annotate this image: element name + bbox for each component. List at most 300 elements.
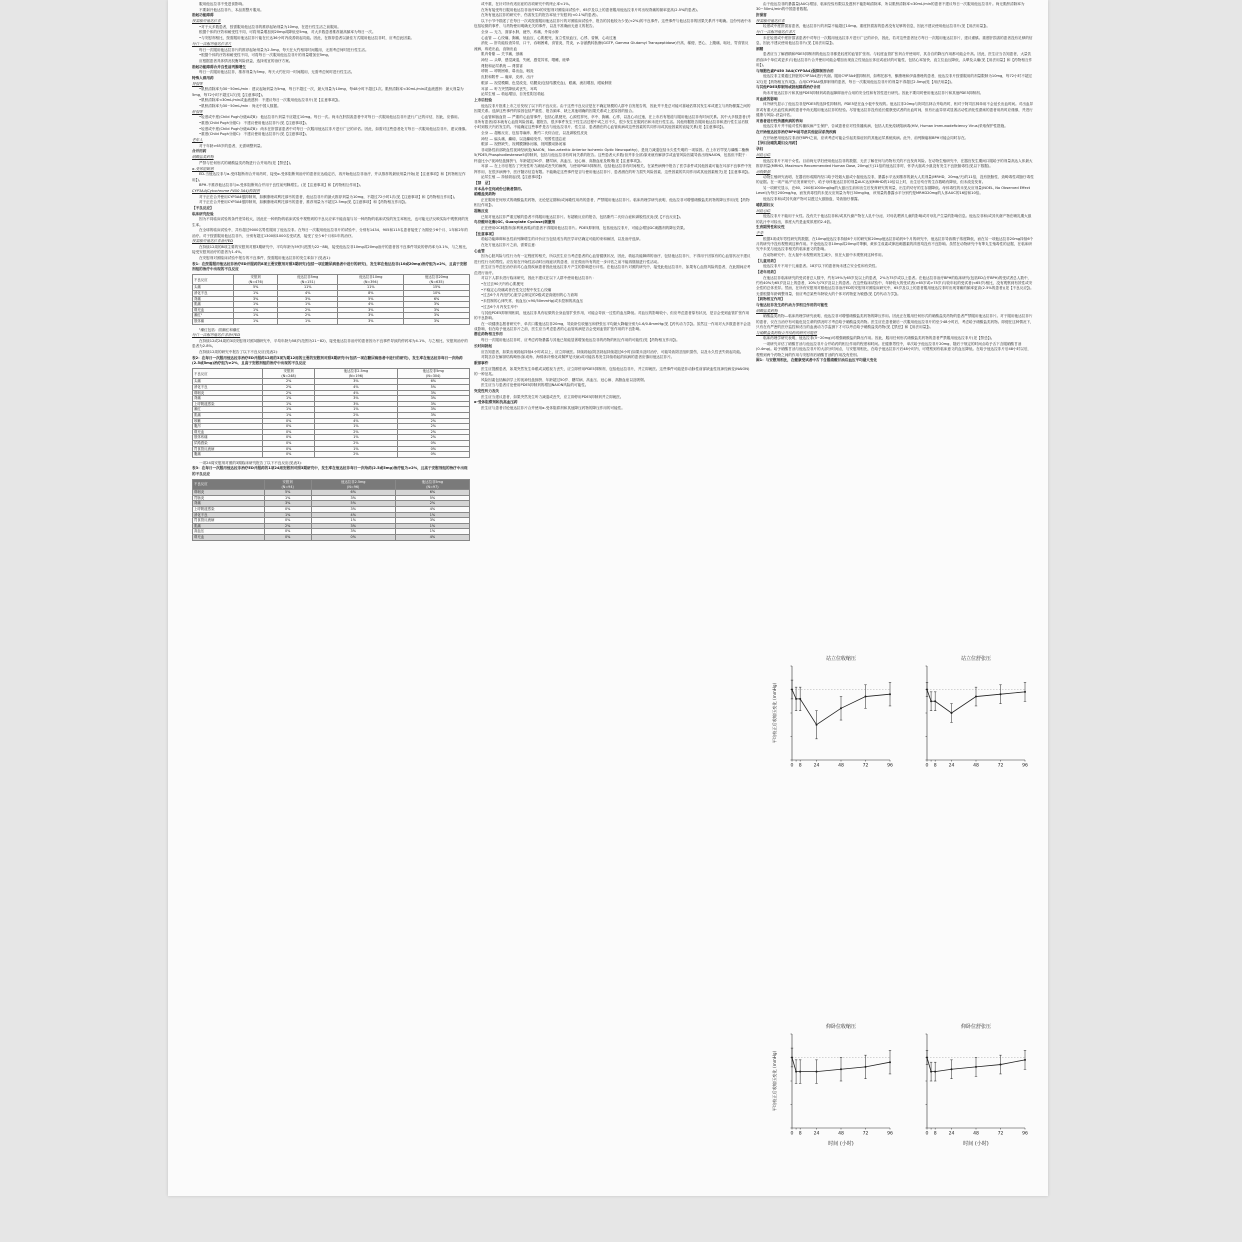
table-header-row — [193, 480, 470, 490]
table-cell: 3% — [311, 523, 395, 529]
table-cell: 背痛 — [193, 396, 263, 402]
data-point — [934, 700, 936, 702]
leaflet-page — [168, 0, 1048, 1196]
section-heading: 孕妇 — [756, 147, 764, 152]
table-cell: 2% — [278, 313, 338, 319]
chart-standing-diastolic — [903, 652, 1031, 780]
x-tick-label: 72 — [862, 1131, 869, 1137]
adverse-reactions-table-3 — [192, 479, 470, 541]
table-cell: 6% — [404, 296, 470, 302]
data-point — [840, 707, 842, 709]
paragraph: •轻度或中度(Child Pugh分级A或B)：尚未在肝损害患者中对每日一次服用他达拉非片进行广泛的评估。因此，如需对这些患者处方每日一次服用他达拉非片，建议谨慎。 — [199, 126, 469, 131]
data-point — [791, 689, 793, 691]
table-cell: 1% — [315, 424, 397, 430]
chart-title: 站立位舒张压 — [960, 656, 992, 662]
subheading: 风险总结 — [756, 208, 771, 213]
list-item: 神经 — 头晕，感觉减退，失眠，感觉异常，嗜睡，眩晕 — [481, 58, 570, 63]
table-cell: 咳嗽 — [193, 418, 263, 424]
table-cell: 4% — [315, 390, 397, 396]
table-cell: 2% — [262, 390, 314, 396]
table-cell: 消化不良 — [193, 291, 234, 297]
paragraph: 他达拉非片不能用于女性。没有关于他达拉非和/或其代谢产物在人乳中分泌、对母乳喂养儿童的影响或对母乳产生量的影响信息。他达拉非和/或其代谢产物在哺乳期大鼠的乳汁中可检出，浓度大约是血浆浓度的2.4倍。 — [756, 214, 1032, 224]
table-header-cell: 他达拉非5mg (N=97) — [395, 480, 469, 490]
paragraph: 正在使用GC刺激剂(如利奥西呱)的患者不得服用他达拉非片。PDE5抑制剂，包括他达拉非片，可能会增加GC刺激剂的降压效果。 — [481, 225, 688, 230]
table-header-cell: 他达拉非2.5mg (N=96) — [311, 480, 395, 490]
data-point — [865, 1066, 867, 1068]
paragraph: 对于正在合并使用CYP3A4强抑制剂，如酮康唑或利托那韦的患者，他达拉非片的最大推荐剂量为10mg，不超过72小时1次(见【注意事项】和【药物相互作用】)。 — [199, 194, 458, 199]
chart-svg — [768, 1020, 896, 1148]
x-tick-label: 96 — [1022, 1131, 1028, 1137]
paragraph: 对于年龄>65岁的患者，无需调整剂量。 — [199, 143, 265, 148]
subheading: CYP3A4(Cytochrome P450 3A4)抑制剂 — [192, 188, 260, 193]
section-heading: 上市后经验 — [474, 97, 492, 102]
paragraph: 对阴茎存在解剖结构畸形(如成角、海绵体纤维化或佩罗尼氏病)或可能容易发生持续勃起的疾病的患者应慎用他达拉非片。 — [481, 355, 675, 360]
table-header-cell: 安慰剂 (N=248) — [262, 369, 314, 379]
x-tick-label: 96 — [887, 1131, 893, 1137]
data-point — [1024, 691, 1026, 693]
table-cell: 2% — [397, 418, 469, 424]
x-tick-label: 72 — [997, 1131, 1004, 1137]
section-heading: 【药物相互作用】 — [756, 297, 785, 302]
paragraph: 每日一次服用他达拉非时，应考虑药物暴露与其他已知能显著增加他达拉非的药物的相互作用的可能性(见【药物相互作用】)。 — [481, 338, 680, 343]
data-point — [816, 1071, 818, 1073]
paragraph: 硝酸盐类药物—临床药理学研究表明，他达拉非可增强硝酸盐类药物的降压作用。因此正在服用任何形式的硝酸盐类药物的患者严禁服用他达拉非片。对于服用他达拉非片的患者，仅在当治疗有可能危及生命的情况时才考虑给予硝酸盐类药物。医生应在患者最后一次服用他达拉非片的至少48小时后，考虑给予硝酸盐类药物。即便在这种情况下，只有在有严密的医疗监控和适当的血流动力学监测下才可以考虑给予硝酸盐类药物(见【禁忌】和【用法用量】)。 — [756, 314, 1034, 329]
table-cell: 1% — [315, 407, 397, 413]
data-point — [795, 698, 797, 700]
table-cell: 0% — [262, 452, 314, 458]
data-point — [926, 1057, 928, 1059]
table-cell: 消化不良 — [193, 385, 263, 391]
table-cell: 1% — [234, 307, 278, 313]
x-tick-label: 0 — [790, 1131, 794, 1137]
table-cell: 1% — [262, 413, 314, 419]
table-cell: 高血压 — [193, 529, 265, 535]
table-cell: 1% — [264, 495, 311, 501]
paragraph: 神经 — 偏头痛，癫痫，以及癫痫发作，短暂性遗忘症 — [481, 136, 566, 141]
table-cell: 15% — [404, 285, 470, 291]
table-cell: 8% — [338, 291, 404, 297]
paragraph: •轻度或中度(Child Pugh分级A或B)：他达拉非片剂量不应超过10mg。每日一次。尚未在肝损害患者中对每日一次服用他达拉非片进行广泛的评估，因此，应慎用。 — [199, 115, 462, 120]
column-1 — [192, 2, 470, 1192]
table-cell: 肌痛 — [193, 413, 263, 419]
paragraph: 不要剥开他达拉非片，本品需整片服用。 — [199, 7, 264, 12]
table-cell: 1% — [234, 313, 278, 319]
table-cell: 鼻咽炎 — [193, 390, 263, 396]
chart-supine-diastolic — [903, 1020, 1031, 1148]
table-cell: 1% — [311, 518, 395, 524]
x-tick-label: 8 — [798, 1131, 802, 1137]
table-row — [193, 319, 470, 325]
section-heading: 合并用药 — [192, 149, 207, 154]
chart-title: 站立位收缩压 — [825, 656, 857, 662]
section-heading: 【孕妇及哺乳期妇女用药】 — [756, 141, 800, 146]
paragraph: 严禁与任何形式的硝酸盐类药物进行合并用药(见【禁忌】)。 — [199, 160, 294, 165]
section-heading: 勃起功能障碍 — [192, 13, 214, 18]
table-cell: 1% — [264, 512, 311, 518]
data-point — [791, 1057, 793, 1059]
list-item: 心血管 — 心绞痛，胸痛，低血压，心肌梗死，直立性低血压，心悸，昏厥，心动过速 — [481, 35, 617, 40]
table-cell: 3% — [311, 507, 395, 513]
list-item: 全身 — 无力，面部水肿，疲劳，疼痛，外周水肿 — [481, 30, 559, 35]
table-caption: 表1：在按需服用他达拉非治疗ED并服药的8项主要安慰剂对照3期研究(包括一项在糖尿病患者中进行的研究)，发生率在他达拉非(10或20mg)治疗组为≥2%，且高于安慰剂组的治疗中出现的不良反应 — [192, 261, 467, 271]
section-heading: 【不良反应】 — [192, 205, 214, 210]
table-cell: 0% — [397, 452, 469, 458]
figure-caption: 图1：与安慰剂相比，在健康受试者中舌下含服硝酸甘油后血压平均最大变化 — [756, 358, 878, 363]
table-cell: 4% — [395, 534, 469, 540]
subheading: α-受体阻断剂 — [192, 166, 214, 171]
x-tick-label: 24 — [813, 1131, 820, 1137]
table-cell: 0% — [262, 440, 314, 446]
paragraph: 全身 — 超敏反应，包括荨麻疹、斯约二氏综合征，以及剥脱性皮炎 — [481, 130, 588, 135]
section-heading: 潜在药物相互作用 — [474, 332, 503, 337]
data-point — [799, 698, 801, 700]
table-cell: 1% — [234, 319, 278, 325]
section-heading: 鸟苷酸环化酶(GC, Guanylate Cyclase)刺激剂 — [474, 220, 556, 225]
subheading: 不孕 — [756, 230, 764, 235]
adverse-reactions-table-1 — [192, 274, 470, 324]
table-cell: 肌痛 — [193, 302, 234, 308]
y-axis-label: 平均校正后收缩压变化 (mmHg) — [772, 1050, 777, 1112]
y-axis-label: 平均校正后收缩压变化 (mmHg) — [772, 682, 777, 744]
table-cell: 3% — [264, 501, 311, 507]
table-header-cell: 不良反应 — [193, 480, 265, 490]
table-caption: 表3：在每日一次服用他达拉非治疗ED并服药的1项24周安慰剂对照3期研究中，发生率在他达拉非每日一次给药(2.5或5mg)治疗组为≥2%，且高于安慰剂组的治疗中出现的不良反应 — [192, 466, 468, 476]
table-cell: 胃食管反流病 — [193, 446, 263, 452]
paragraph: 非动脉性前部缺血性视神经病变(NAION，Non-arteritic Anterior Ischemic Optic Neuropathy)，是视力减退包括永久性失明的一项原因。在上市后罕见与磷酸二酯酶5(PDE5,Phosphodiesterase5)抑制剂，包括与他达拉非有时间关系的报告。这些患者大多数(但并非全部)原来就有解剖学或血管风险因素导致出现NAION，包括但不限于：杯盘比小("视神经盘拥挤")、年龄超过50岁、糖尿病、高血压、冠心病、高脂血症及吸烟(见【注意事项】)。 — [474, 147, 749, 163]
data-point — [889, 693, 891, 695]
paragraph: 心血管和脑血管 — 严重的心血管事件，包括心肌梗死、心源性猝死、卒中、胸痛、心悸，以及心动过速，在上市后有报道与服用他达拉非有时间关系。其中大多数患者(并非所有患者)原本就有心血管风险因素。据报告，很多事件发生于性生活过程中或之后不久，很少发生在服药后和未进行性生活。其他则据报告服用他达拉非和进行性生活后数小时到数天内后发生的。不能确定这些事件是否与他达拉非片、性生活、患者潜在的心血管疾病或这些因素的共同作用或其他因素的直接关系(见【注意事项】)。 — [474, 114, 751, 130]
subheading: 肝损害 — [192, 109, 203, 114]
table-cell: 腹痛 — [193, 452, 263, 458]
x-tick-label: 48 — [973, 763, 979, 769]
data-point — [1000, 1064, 1002, 1066]
table-header-row — [193, 369, 470, 379]
table-cell: 11% — [278, 285, 338, 291]
paragraph: BPH-不推荐他达拉非与α-受体阻断剂合并用于良性前列腺增生。(见【注意事项】和【药物相互作用】)。 — [199, 183, 364, 188]
paragraph: 在持续12周的8项主要的安慰剂对照3期研究中，平均年龄为59岁(范围为22~88)，接受他达拉非10mg或20mg治疗的患者因不良事件导致的停药率为3.1%，与之相比，接受安慰剂治疗的患者为1.4%。 — [192, 245, 470, 255]
table-cell: 0% — [397, 446, 469, 452]
table-cell: 3% — [315, 396, 397, 402]
x-tick-label: 8 — [798, 763, 802, 769]
table-cell: 0% — [262, 418, 314, 424]
x-tick-label: 48 — [838, 763, 844, 769]
table-cell: 肢体疼痛 — [193, 435, 263, 441]
table-cell: 尿路感染 — [193, 440, 263, 446]
x-tick-label: 0 — [925, 763, 929, 769]
table-cell: 3% — [404, 313, 470, 319]
paragraph: 根据个体的疗效和耐受性不同，可将剂量增加到20mg或降低至5mg，对大多数患者推荐最高频率为每日一次。 — [199, 30, 376, 35]
table-cell: 1% — [262, 407, 314, 413]
table-header-cell: 他达拉非20mg (N=635) — [404, 275, 470, 285]
table-cell: 3% — [397, 396, 469, 402]
paragraph: 应告知患者，如果出现勃起持续4小时或以上，应立即就医。持续勃起(阴茎勃起持续超过6小时)如果未及时治疗，可能导致阴茎组织损伤，以及永久性丧失勃起功能。 — [481, 349, 744, 354]
table-cell: 1% — [234, 302, 278, 308]
section-heading: 哺乳期妇女 — [756, 202, 774, 207]
paragraph: 医生应与患者讨论他达拉非片合并使用α-受体阻滞剂和其他降压药物的降压作用的可能性。 — [481, 406, 625, 411]
section-heading: 长时间勃起 — [474, 343, 492, 348]
subheading: 风险总结 — [756, 152, 771, 157]
table-header-cell: 他达拉非5mg (N=304) — [397, 369, 469, 379]
table-cell: 3% — [338, 313, 404, 319]
table-header-row — [193, 275, 470, 285]
paragraph: 他达拉非片不用于儿童患者。18岁以下的患者尚未建立安全性和有效性。 — [763, 264, 879, 269]
paragraph: 在所有他达拉非的研究中，伤害发生的报告率低于安慰剂(<0.1%的患者)。 — [481, 13, 601, 18]
section-heading: 对患者进行性传播疾病的咨询 — [756, 118, 803, 123]
paragraph: 医生应当建议患者，如果突然发生听力减退或丧失，应立即停用PDE5抑制剂并立即就医。 — [481, 394, 624, 399]
subheading: 按需服用他达拉非治疗ED — [192, 239, 233, 244]
paragraph: •重度(Child Pugh分级C)：不建议使用他达拉非片(见【注意事项】)。 — [199, 132, 310, 137]
table-cell: 1% — [234, 291, 278, 297]
section-heading: 眼部事件 — [474, 360, 489, 365]
table-cell: 潮红¹ — [193, 313, 234, 319]
section-heading: 【儿童用药】 — [756, 258, 778, 263]
paragraph: 泌尿生殖 — 持续勃起(见【注意事项】) — [481, 175, 542, 180]
subheading: 按需服用他达拉非 — [192, 19, 221, 24]
paragraph: 一项24周安慰剂对照的3期临床研究报告了以下不良反应(见表3)： — [199, 460, 305, 465]
table-cell: 0% — [262, 446, 314, 452]
section-heading: 超敏反应 — [474, 208, 489, 213]
table-cell: 3% — [338, 307, 404, 313]
paragraph: 风险因素包括解剖学上的视神经盘拥挤、年龄超过50岁、糖尿病、高血压、冠心病、高脂血症以及吸烟。 — [481, 377, 648, 382]
table-cell: 背痛 — [193, 501, 265, 507]
x-tick-label: 96 — [1022, 763, 1028, 769]
list-item: •过去6个月内发生卒中 — [481, 304, 518, 309]
subheading: 每日一次服用他达拉非治疗ED — [192, 333, 241, 338]
table-cell: 0% — [262, 424, 314, 430]
section-heading: 对血液的影响 — [756, 96, 778, 101]
table-header-cell: 不良反应 — [193, 275, 234, 285]
table-cell: 胃肠炎 — [193, 495, 265, 501]
table-cell: 3% — [397, 401, 469, 407]
paragraph: 已知对他达拉非严重过敏的患者不得服用他达拉非片。有超敏反应的报告，包括斯约二氏综合症和剥脱性皮炎(见【不良反应】)。 — [481, 214, 684, 219]
paragraph: 医生应当考虑在治疗前对心血管疾病患者因此他达拉非片产生的影响进行评估。在他达拉非片对照的研究中，接受此他达拉非片，如果有心血管风险的患者，在此期间应考虑进行治疗。 — [474, 265, 751, 275]
adverse-reactions-table-2 — [192, 368, 470, 458]
data-point — [1024, 1059, 1026, 1061]
x-tick-label: 24 — [948, 763, 955, 769]
table-cell: 2% — [315, 452, 397, 458]
data-point — [865, 696, 867, 698]
subheading: 每日一次服用他达拉非片 — [192, 41, 232, 46]
paragraph: 动物生殖研究表明，在器官形成期内经口给予妊娠大鼠或小鼠他达拉非，暴露水平达到推荐的最大人类剂量(MRHD，20mg/天)的11倍，没有胚胎性、致畸毒性或胎仔毒性的证据。在一项产前/产后发育研究中，给予母体他达拉非的剂量AUC达到MRHD的10倍以上时，出生后幼仔的生存数略有降低，但未改变发育。 — [756, 175, 1034, 185]
table-cell: 4% — [338, 302, 404, 308]
paragraph: 轻度或中度肝损害患者，他达拉非片的剂量不能超过10mg。重度肝损害的患者没有足够的信息，因此不建议使用他达拉非片(见【用法用量】)。 — [763, 24, 990, 29]
paragraph: 耳部 — 在上市后报告了突发性听力减低或丧失的病例，与使用PDE5抑制剂，包括他达拉非有时间相关。在某些病例中报告了医学条件或其他因素可能在耳部不良事件中发挥作用，在很多病例中，医疗随访信息有限。不能确定这些事件是否与使用他达拉非片、患者潜在的听力损失风险因素、这些因素的共同作用或其他因素相关(见【注意事项】)。 — [474, 164, 752, 174]
section-heading: 特殊人群用药 — [192, 75, 214, 80]
x-tick-label: 24 — [813, 763, 820, 769]
paragraph: 他达拉非片并不能对性传播疾病产生保护，告诫患者应对性传播疾病，包括人类免疫缺陷病毒(HIV, Human Immunodeficiency Virus)采取保护性措施。 — [763, 124, 1008, 129]
column-2 — [474, 2, 752, 1192]
table-header-cell: 安慰剂 (N=476) — [234, 275, 278, 285]
x-tick-label: 8 — [933, 763, 937, 769]
chart-title: 仰卧位舒张压 — [960, 1024, 992, 1030]
list-item: •不稳定心绞痛或者在性交过程中发生心绞痛 — [481, 287, 552, 292]
data-point — [816, 724, 818, 726]
paragraph: 未在轻度或中度肝损害患者中对每日一次服用他达拉非片进行广泛的评价，因此，若对这些患者处方每日一次服用他达拉非片，建议谨慎。重度肝损害的患者没有足够的信息，因此不建议使用他达拉非片(见【用法用量】)。 — [756, 35, 1033, 46]
paragraph: 在处方他达拉非片之前，需要注意： — [481, 243, 539, 248]
subheading: 硝酸盐类药物 — [756, 308, 778, 313]
data-point — [934, 1071, 936, 1073]
paragraph: 勃起功能障碍和良性前列腺增生的评价应当包括适当的医学评估确定可能的来和病因，以及治疗选择。 — [481, 237, 643, 242]
section-heading: 勃起功能障碍合并良性前列腺增生 — [192, 64, 246, 69]
paragraph: 正在服用任何形式的硝酸盐类药物，无论是定期和/或间歇性用药的患者，严禁服用他达拉非片。临床药理学研究表明，他达拉非可增强硝酸盐类药物的降压作用(见【药物相互作用】)。 — [474, 197, 750, 208]
table-cell: 3% — [397, 390, 469, 396]
table-cell: 4% — [278, 291, 338, 297]
subheading: 硝酸盐类药物 — [192, 155, 214, 160]
table-cell: 3% — [404, 302, 470, 308]
table-cell: 背痛 — [193, 296, 234, 302]
list-item: 皮肤和附件 — 瘙痒，皮疹，出汗 — [481, 75, 534, 80]
data-point — [951, 1068, 953, 1070]
paragraph: •重度(Child Pugh分级C)：不建议使用他达拉非片(见【注意事项】)。 — [199, 121, 310, 126]
table-cell: 2% — [397, 424, 469, 430]
x-tick-label: 0 — [925, 1131, 929, 1137]
table-cell: 3% — [404, 307, 470, 313]
table-cell: 6% — [397, 379, 469, 385]
subheading: 按需服用他达拉非 — [756, 18, 785, 23]
paragraph: 在安慰剂对照临床试验中报告的不良事件，按需服用他达拉非的发生率如下(见表1)： — [199, 255, 334, 260]
table-cell: 肢体痛 — [193, 319, 234, 325]
paragraph: 对于正在合并使用CYP3A4强抑制剂，如酮康唑或利托那韦的患者，推荐剂量为不超过2.5mg(见【注意事项】和【药物相互作用】)。 — [199, 200, 409, 205]
table-cell: 4% — [315, 385, 397, 391]
table-cell: 1% — [262, 401, 314, 407]
data-point — [926, 689, 928, 691]
table-cell: 6% — [311, 490, 395, 496]
paragraph: 在持续12周的研究中报告了以下不良反应(见表2)： — [199, 349, 281, 354]
table-cell: 1% — [395, 529, 469, 535]
paragraph: 尚未对他达拉非片和其他PDE5抑制剂或勃起障碍治疗合用的安全性和有效性进行研究。因此不要同时使用他达拉非片和其他PDE5抑制剂。 — [763, 91, 984, 96]
table-cell: 鼻咽炎 — [193, 490, 265, 496]
table-caption: 表2：在每日一次服用他达拉非治疗ED并服药12周的3项为期12周的主要的安慰剂对照3期研究中(包括一项在糖尿病患者中进行的研究)，发生率在他达拉非每日一次给药(2.5或5mg)治疗组为≥2%，且高于安慰剂组的治疗中出现的不良反应 — [192, 355, 463, 365]
table-cell: 11% — [338, 285, 404, 291]
x-tick-label: 48 — [838, 1131, 844, 1137]
paragraph: 另一项研究显示，在60、200和1000mg/kg的大鼠出生前和出生后发育研究的剂量，出生的幼仔的生存期降低。母体毒性的未见反应剂量(NOEL, No Observed Effect Level)为每日200mg/kg，而发育毒性的未见反应剂量为每日30mg/kg，该剂量的暴露水平分别约是MRHD20mg的人体AUC的16倍和10倍。 — [756, 186, 1031, 196]
table-cell: 头痛 — [193, 285, 234, 291]
data-point — [799, 1071, 801, 1073]
paragraph: 因为心脏风险与性行为有一定程度的相关，所以医生应当考虑患者的心血管健康状况，因此，勃起功能障碍的治疗，包括他达拉非片，不得用于因原有的心血管状况不建议进行性行为的男性。应告知在开始性活动时出现症状的患者，应在做出所有的进一步评估之前不能再继续进行性活动。 — [474, 254, 751, 264]
table-cell: 胃食管反流病 — [193, 518, 265, 524]
paragraph: 与其他PDE5抑制剂相同，他达拉非具有轻微的全身血管扩张作用，可能会导致一过性的血压降低。对血压的影响较小，但应考虑患者原有状况，是否会受到血管扩张作用的不良影响。 — [474, 310, 750, 320]
table-cell: 0% — [264, 518, 311, 524]
column-3 — [756, 2, 1034, 642]
subheading: 每日一次服用他达拉非片 — [756, 30, 796, 35]
data-point — [930, 1071, 932, 1073]
table-cell: 4% — [395, 507, 469, 513]
paragraph: 以下小节中描述了在每日一次或按需服用他达拉非片的对照临床试验中，报告的其他较为少见(<2%)的不良事件。这些事件与他达拉非的因果关系并不明确。这份列表中未包括轻微的事件、与药物使用明确无关的事件，以及不准确而无意义的报告。 — [474, 19, 752, 29]
table-header-cell: 不良反应 — [193, 369, 263, 379]
table-cell: 3% — [404, 319, 470, 325]
section-heading: 临床研究经验 — [192, 211, 214, 216]
section-heading: 酒精 — [756, 46, 764, 51]
table-cell: 2% — [397, 429, 469, 435]
table-cell: 0% — [264, 534, 311, 540]
list-item: •未控制的心律失常、低血压(<90/50mmHg)或未控制的高血压 — [481, 299, 584, 304]
section-heading: 与其他PDE5抑制剂或勃起障碍治疗合用 — [756, 85, 821, 90]
section-heading: 突发性听力丧失 — [474, 388, 500, 393]
table-cell: 2% — [264, 523, 311, 529]
table-header-cell: 他达拉非10mg (N=394) — [338, 275, 404, 285]
table-cell: 4% — [315, 418, 397, 424]
subheading: 动物数据 — [756, 169, 771, 174]
list-item: 泌尿生殖 — 勃起增加，自发性阴茎勃起 — [481, 92, 545, 97]
table-cell: 0% — [264, 529, 311, 535]
paragraph: 每日一次服用他达拉非，推荐剂量为5mg，每天大约在同一时间服用，无需考虑何时进行性生活。 — [199, 70, 355, 75]
table-cell: 0% — [262, 435, 314, 441]
paragraph: 医生应当与患者讨论使用PDE5抑制剂的增加NAION风险的可能性。 — [481, 383, 589, 388]
section-heading: 【禁 忌】 — [474, 180, 492, 185]
paragraph: 应根据患者具体情况权衡风险获益，选择适宜的治疗方案。 — [199, 58, 293, 63]
table-cell: 2% — [315, 413, 397, 419]
table-row — [193, 452, 470, 458]
subheading: 老年人 — [192, 138, 203, 143]
table-header-cell: 安慰剂 (N=94) — [264, 480, 311, 490]
section-heading: 【注意事项】 — [474, 231, 496, 236]
x-tick-label: 72 — [862, 763, 869, 769]
paragraph: 他达拉非主要通过肝脏的CYP3A4进行代谢。服用CYP3A4强抑制剂，如利托那韦，酮康唑和伊曲康唑的患者，他达拉非片按需服用的剂量限制为10mg，每72小时不超过1次(见【药物相互作用】)。合用CYP3A4强抑制剂的患者，每日一次服用他达拉非片的剂量不得超过2.5mg(见【用法用量】)。 — [756, 74, 1033, 84]
paragraph: •肌酐清除率<30mL/min或血液透析：不建议每日一次服用他达拉非片(见【注意事项】)。 — [199, 98, 342, 103]
paragraph: •肌酐清除率为30~50mL/min：建议起始剂量为5mg，每日不超过一次，最大剂量为10mg，每48小时不超过1次。肌酐清除率<30mL/min或血液透析：最大剂量为5mg，每72小时不超过1次(见【注意事项】)。 — [192, 87, 464, 97]
table-cell: 5% — [234, 285, 278, 291]
chart-svg — [903, 652, 1031, 780]
table-cell: 3% — [397, 407, 469, 413]
section-subheading: 对本品中任何成份过敏者禁用。 — [474, 186, 525, 191]
table-row — [193, 534, 470, 540]
list-item: 耳部 — 听力突然降低或丧失，耳鸣 — [481, 86, 538, 91]
list-item: 肾脏和泌尿系统 — 肾损害 — [481, 63, 523, 68]
data-point — [889, 1061, 891, 1063]
section-heading: α-受体阻滞剂和抗高血压药 — [474, 400, 518, 405]
chart-title: 仰卧位收缩压 — [825, 1024, 857, 1030]
data-point — [795, 1071, 797, 1073]
paragraph: 临床药理学研究表明，他达拉非(5~20mg)可增强硝酸盐的降压作用。因此，服用任何形式硝酸盐类药物的患者严禁服用他达拉非片(见【禁忌】)。 — [763, 336, 995, 341]
table-cell: 0% — [264, 507, 311, 513]
table-cell: 3% — [311, 495, 395, 501]
table-cell: 2% — [315, 429, 397, 435]
x-tick-label: 24 — [948, 1131, 955, 1137]
paragraph: 在一项健康志愿者研究中，单次口服他达拉非20mg，导致卧位收缩压和舒张压平均最大降幅分别为1.6/0.8mmHg(见【药代动力学】)。虽然这一作用对大多数患者不会造成影响，但在给予他达拉非片之前，医生应当考虑患者的心血管疾病是否会受到血管扩张作用的不良影响。 — [474, 321, 751, 331]
table-cell: 鼻充血 — [193, 307, 234, 313]
table-cell: 3% — [397, 413, 469, 419]
table-cell: 1% — [315, 435, 397, 441]
table-cell: 3% — [338, 319, 404, 325]
table-cell: 潮红 — [193, 407, 263, 413]
x-tick-label: 0 — [790, 763, 794, 769]
table-cell: 3% — [395, 518, 469, 524]
section-heading: 生育期男性和女性 — [756, 225, 785, 230]
chart-svg — [903, 1020, 1031, 1148]
chart-standing-systolic — [768, 652, 896, 780]
table-cell: 腹泻 — [193, 424, 263, 430]
x-tick-label: 72 — [997, 763, 1004, 769]
paragraph: 他达拉非片不用于女性。目前尚无孕妇使用他达拉非的数据，无法了解任何与药物有关的不良发育风险。在动物生殖研究中，在器官发生期间口服给予的剂量高达人体最大推荐剂量(MRHD, Maximum Recommended Human Dose, 20mg/天)11倍的他达拉非时，怀孕大鼠或小鼠没有发生不良胚胎毒性(见以下数据)。 — [756, 158, 1033, 168]
x-axis-label: 时间 (小时) — [963, 1141, 989, 1147]
paragraph: 服用他达拉非不受进食影响。 — [199, 2, 246, 6]
x-tick-label: 48 — [973, 1131, 979, 1137]
paragraph: 患者应当了解酒精和PDE5抑制剂的他达拉非都是轻度的血管扩张剂。与轻度血管扩张剂合并使用时，其各自的降压作用都可能会升高。因此，医生应当告知患者，大量饮酒(如5个单位或更多)与他达拉非片合并使用可能会增加出现直立性低血压体征或症状的可能性，包括心率加快，直立位血压降低，头晕及头痛(见【用法用量】和【药物相互作用】)。 — [756, 52, 1033, 67]
paragraph: 每日一次服用他达拉非片的推荐起始剂量为2.5mg，每天在大约相同时间服用，无需考虑何时进行性生活。 — [199, 47, 369, 52]
table-cell: 2% — [397, 435, 469, 441]
data-point — [975, 696, 977, 698]
paragraph: •肌酐清除率为30~50mL/min：尚无中国人数据。 — [199, 103, 281, 108]
table-cell: 5% — [397, 385, 469, 391]
table-cell: 5% — [311, 501, 395, 507]
table-cell: 2% — [395, 501, 469, 507]
paragraph: 医生应提醒患者，如果突然发生单眼或双眼视力丧失，应立即停用PDE5抑制剂，包括他达拉非片，并立即就医。这些事件可能是非动脉性前部缺血性视神经病变(NAION)的一种征兆。 — [474, 366, 750, 376]
table-cell: 1% — [395, 523, 469, 529]
paragraph: •根据个体的疗效和耐受性不同，可将每日一次服用他达拉非片的剂量增加至5mg。 — [199, 53, 332, 58]
section-heading: 肝损害 — [756, 12, 767, 17]
table-note: ¹潮红包括：面潮红和潮红 — [199, 327, 240, 332]
table-cell: 头痛 — [193, 379, 263, 385]
